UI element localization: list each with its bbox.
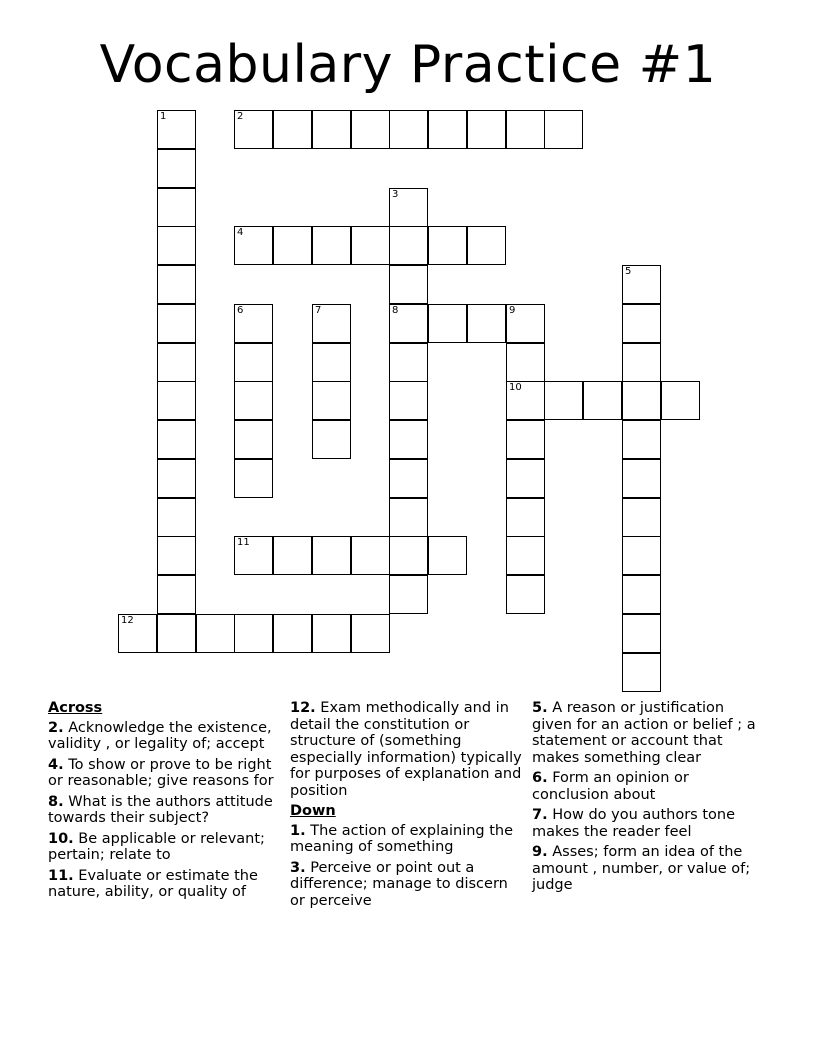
clue-label: 1. (290, 822, 306, 839)
grid-cell[interactable] (157, 536, 196, 575)
down-clue (290, 823, 526, 856)
across-clue (48, 757, 284, 790)
clue-text: Form an opinion or conclusion about (532, 770, 689, 803)
grid-cell[interactable] (661, 381, 700, 420)
grid-cell[interactable] (234, 381, 273, 420)
down-clue (532, 770, 768, 803)
grid-cell[interactable] (389, 575, 428, 614)
grid-cell[interactable] (467, 226, 506, 265)
grid-cell[interactable] (157, 149, 196, 188)
grid-cell[interactable] (157, 188, 196, 227)
grid-cell[interactable] (312, 381, 351, 420)
grid-cell[interactable] (622, 381, 661, 420)
clue-text: Exam methodically and in detail the constitution or structure of (something especially information) typically for purposes of explanation and position (290, 700, 522, 799)
clue-label: 9. (532, 844, 548, 860)
clue-number: 8 (392, 305, 399, 316)
across-clue (48, 794, 284, 827)
grid-cell[interactable] (157, 614, 196, 653)
grid-cell[interactable] (506, 420, 545, 459)
grid-cell[interactable] (157, 226, 196, 265)
grid-cell[interactable] (312, 536, 351, 575)
grid-cell[interactable] (312, 614, 351, 653)
grid-cell[interactable] (506, 459, 545, 498)
grid-cell[interactable] (389, 498, 428, 537)
grid-cell[interactable] (544, 110, 583, 149)
across-clue (48, 868, 284, 901)
clues-column-1 (48, 700, 284, 905)
clue-text: Acknowledge the existence, validity , or legality of; accept (48, 719, 272, 752)
grid-cell[interactable] (622, 575, 661, 614)
page-title: Vocabulary Practice #1 (99, 35, 717, 95)
grid-cell[interactable] (312, 420, 351, 459)
grid-cell[interactable] (428, 536, 467, 575)
grid-cell[interactable] (389, 420, 428, 459)
grid-cell[interactable] (389, 226, 428, 265)
across-clue (48, 831, 284, 864)
grid-cell[interactable] (157, 265, 196, 304)
grid-cell[interactable] (312, 304, 351, 343)
grid-cell[interactable] (234, 226, 273, 265)
grid-cell[interactable] (351, 226, 390, 265)
clue-label: 8. (48, 793, 64, 810)
grid-cell[interactable] (506, 110, 545, 149)
clue-text: How do you authors tone makes the reader feel (532, 807, 736, 840)
grid-cell[interactable] (389, 304, 428, 343)
across-clue-list-continued (290, 700, 526, 799)
grid-cell[interactable] (622, 459, 661, 498)
grid-cell[interactable] (273, 226, 312, 265)
grid-cell[interactable] (234, 343, 273, 382)
clue-number: 10 (509, 382, 522, 393)
clues-column-2 (290, 700, 526, 913)
clue-text: A reason or justification given for an action or belief ; a statement or account that makes something clear (532, 700, 756, 766)
grid-cell[interactable] (622, 420, 661, 459)
grid-cell[interactable] (157, 343, 196, 382)
grid-cell[interactable] (312, 110, 351, 149)
grid-cell[interactable] (583, 381, 622, 420)
grid-cell[interactable] (234, 614, 273, 653)
clue-label: 3. (290, 859, 306, 876)
grid-cell[interactable] (428, 304, 467, 343)
grid-cell[interactable] (351, 110, 390, 149)
grid-cell[interactable] (506, 498, 545, 537)
across-clue (290, 700, 526, 799)
grid-cell[interactable] (157, 110, 196, 149)
grid-cell[interactable] (157, 420, 196, 459)
clue-number: 11 (237, 537, 250, 548)
grid-cell[interactable] (273, 614, 312, 653)
down-clue (290, 860, 526, 910)
grid-cell[interactable] (312, 226, 351, 265)
clue-text: Be applicable or relevant; pertain; relate to (48, 830, 265, 863)
down-clue (532, 807, 768, 840)
grid-cell[interactable] (273, 110, 312, 149)
grid-cell[interactable] (544, 381, 583, 420)
clue-number: 3 (392, 189, 399, 200)
grid-cell[interactable] (118, 614, 157, 653)
grid-cell[interactable] (273, 536, 312, 575)
grid-cell[interactable] (506, 575, 545, 614)
clue-label: 11. (48, 867, 74, 884)
grid-cell[interactable] (622, 614, 661, 653)
grid-cell[interactable] (467, 304, 506, 343)
clue-text: Evaluate or estimate the nature, ability, or quality of (48, 867, 258, 900)
grid-cell[interactable] (622, 498, 661, 537)
grid-cell[interactable] (467, 110, 506, 149)
grid-cell[interactable] (622, 304, 661, 343)
down-clue-list (290, 823, 526, 910)
clues-column-3 (532, 700, 768, 898)
grid-cell[interactable] (622, 343, 661, 382)
grid-cell[interactable] (351, 614, 390, 653)
down-clue-list-continued (532, 700, 768, 894)
grid-cell[interactable] (157, 459, 196, 498)
grid-cell[interactable] (234, 459, 273, 498)
grid-cell[interactable] (157, 575, 196, 614)
clue-number: 9 (509, 305, 516, 316)
grid-cell[interactable] (622, 265, 661, 304)
grid-cell[interactable] (389, 188, 428, 227)
grid-cell[interactable] (234, 536, 273, 575)
grid-cell[interactable] (234, 304, 273, 343)
grid-cell[interactable] (234, 420, 273, 459)
grid-cell[interactable] (389, 536, 428, 575)
clue-text: Perceive or point out a difference; manage to discern or perceive (290, 859, 508, 909)
grid-cell[interactable] (428, 226, 467, 265)
clue-text: What is the authors attitude towards their subject? (48, 793, 273, 826)
clue-text: Asses; form an idea of the amount , number, or value of; judge (532, 844, 751, 893)
grid-cell[interactable] (506, 343, 545, 382)
across-clue-list (48, 720, 284, 901)
grid-cell[interactable] (389, 459, 428, 498)
grid-cell[interactable] (389, 110, 428, 149)
grid-cell[interactable] (428, 110, 467, 149)
across-clue (48, 720, 284, 753)
grid-cell[interactable] (312, 343, 351, 382)
clue-label: 2. (48, 719, 64, 736)
grid-cell[interactable] (506, 381, 545, 420)
clue-label: 7. (532, 807, 548, 823)
clue-number: 4 (237, 227, 244, 238)
clue-label: 4. (48, 756, 64, 773)
grid-cell[interactable] (351, 536, 390, 575)
down-header: Down (290, 803, 336, 819)
clue-number: 6 (237, 305, 244, 316)
grid-cell[interactable] (389, 265, 428, 304)
clue-number: 7 (315, 305, 322, 316)
clue-text: The action of explaining the meaning of something (290, 822, 514, 855)
grid-cell[interactable] (389, 343, 428, 382)
grid-cell[interactable] (622, 653, 661, 692)
down-clue (532, 844, 768, 894)
clue-number: 2 (237, 111, 244, 122)
clue-number: 12 (121, 615, 134, 626)
clue-number: 1 (160, 111, 167, 122)
clue-label: 5. (532, 700, 548, 716)
grid-cell[interactable] (157, 498, 196, 537)
grid-cell[interactable] (157, 304, 196, 343)
clue-label: 10. (48, 830, 74, 847)
clue-label: 6. (532, 770, 548, 786)
grid-cell[interactable] (506, 536, 545, 575)
clue-text: To show or prove to be right or reasonable; give reasons for (48, 756, 274, 789)
grid-cell[interactable] (157, 381, 196, 420)
clue-label: 12. (290, 700, 316, 716)
grid-cell[interactable] (196, 614, 235, 653)
across-header: Across (48, 700, 103, 716)
grid-cell[interactable] (506, 304, 545, 343)
grid-cell[interactable] (234, 110, 273, 149)
down-clue (532, 700, 768, 766)
grid-cell[interactable] (389, 381, 428, 420)
grid-cell[interactable] (622, 536, 661, 575)
clue-number: 5 (625, 266, 632, 277)
